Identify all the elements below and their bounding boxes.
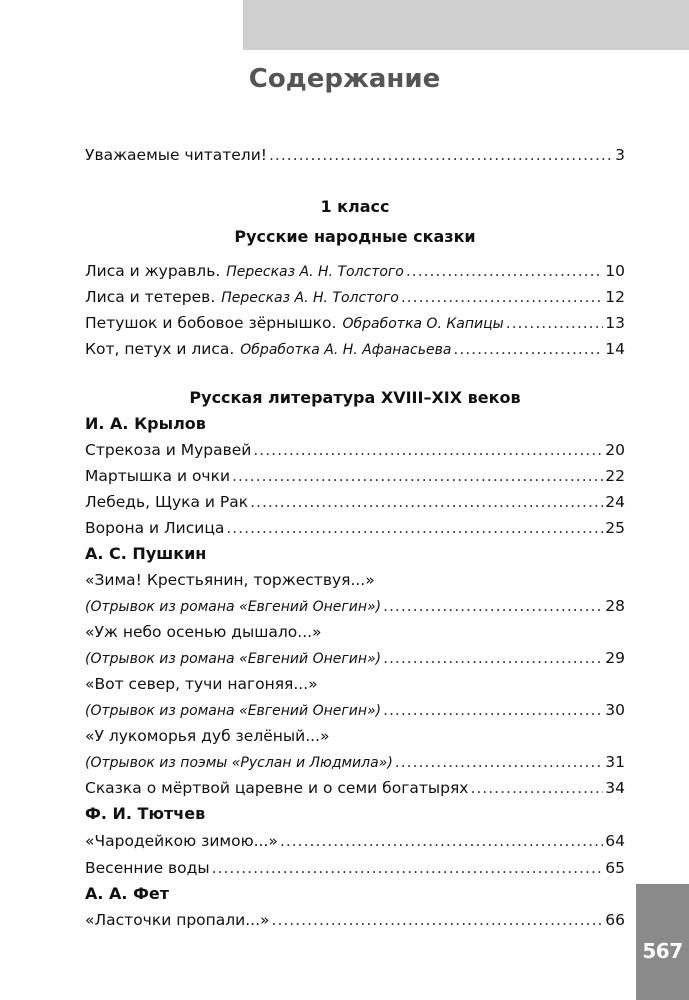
entry-page: 28 xyxy=(605,597,625,615)
leader-dots xyxy=(383,592,603,620)
toc-entry[interactable] xyxy=(85,335,625,363)
entry-subtitle: Пересказ А. Н. Толстого xyxy=(221,290,399,306)
author-krylov: И. А. Крылов xyxy=(85,414,206,433)
entry-page: 25 xyxy=(605,519,625,537)
entry-subtitle: Обработка А. Н. Афанасьева xyxy=(240,342,452,358)
toc-entry[interactable] xyxy=(85,774,625,802)
entry-subtitle: (Отрывок из поэмы «Руслан и Людмила») xyxy=(85,755,393,771)
leader-dots xyxy=(226,514,603,542)
toc-entry[interactable] xyxy=(85,283,625,311)
entry-page: 65 xyxy=(605,859,625,877)
entry-title: «Уж небо осенью дышало...» xyxy=(85,623,322,641)
leader-dots xyxy=(401,283,603,311)
entry-title: Лебедь, Щука и Рак xyxy=(85,493,249,511)
entry-title: Кот, петух и лиса. xyxy=(85,340,235,358)
entry-title: Мартышка и очки xyxy=(85,467,231,485)
toc-entry-intro[interactable] xyxy=(85,141,625,169)
page-title: Содержание xyxy=(248,64,441,94)
entry-title: Лиса и тетерев. xyxy=(85,288,216,306)
entry-title: Уважаемые читатели! xyxy=(85,146,267,164)
toc-entry[interactable] xyxy=(85,309,625,337)
toc-entry[interactable] xyxy=(85,592,625,620)
entry-title: Лиса и журавль. xyxy=(85,262,221,280)
entry-subtitle: (Отрывок из романа «Евгений Онегин») xyxy=(85,599,382,615)
entry-page: 13 xyxy=(605,314,625,332)
leader-dots xyxy=(383,696,603,724)
leader-dots xyxy=(395,748,603,776)
leader-dots xyxy=(470,774,603,802)
entry-subtitle: (Отрывок из романа «Евгений Онегин») xyxy=(85,651,382,667)
entry-page: 30 xyxy=(605,701,625,719)
leader-dots xyxy=(406,257,603,285)
leader-dots xyxy=(212,854,604,882)
toc-entry[interactable] xyxy=(85,644,625,672)
entry-title: Петушок и бобовое зёрнышко. xyxy=(85,314,337,332)
entry-page: 14 xyxy=(605,340,625,358)
toc-entry[interactable] xyxy=(85,514,625,542)
leader-dots xyxy=(453,335,603,363)
entry-page: 3 xyxy=(615,146,625,164)
entry-title: Ворона и Лисица xyxy=(85,519,225,537)
entry-title: Стрекоза и Муравей xyxy=(85,441,252,459)
leader-dots xyxy=(253,436,603,464)
leader-dots xyxy=(506,309,604,337)
toc-entry[interactable] xyxy=(85,696,625,724)
leader-dots xyxy=(383,644,603,672)
entry-subtitle: Пересказ А. Н. Толстого xyxy=(226,264,404,280)
author-tyutchev: Ф. И. Тютчев xyxy=(85,804,206,823)
leader-dots xyxy=(272,906,604,934)
entry-page: 31 xyxy=(605,753,625,771)
entry-page: 10 xyxy=(605,262,625,280)
leader-dots xyxy=(250,488,603,516)
toc-entry[interactable] xyxy=(85,827,625,855)
toc-entry[interactable] xyxy=(85,462,625,490)
author-fet: А. А. Фет xyxy=(85,884,170,903)
toc-entry[interactable] xyxy=(85,906,625,934)
entry-title: Весенние воды xyxy=(85,859,210,877)
toc-entry[interactable] xyxy=(85,436,625,464)
leader-dots xyxy=(269,141,613,169)
section-heading-folk: Русские народные сказки xyxy=(234,227,476,246)
toc-entry[interactable] xyxy=(85,257,625,285)
grade-heading: 1 класс xyxy=(320,197,390,216)
entry-page: 34 xyxy=(605,779,625,797)
toc-entry[interactable] xyxy=(85,488,625,516)
entry-title: Сказка о мёртвой царевне и о семи богатырях xyxy=(85,779,469,797)
entry-page: 20 xyxy=(605,441,625,459)
entry-title: «Зима! Крестьянин, торжествуя...» xyxy=(85,571,375,589)
toc-entry[interactable] xyxy=(85,748,625,776)
entry-page: 66 xyxy=(605,911,625,929)
entry-page: 24 xyxy=(605,493,625,511)
entry-page: 22 xyxy=(605,467,625,485)
entry-title: «Вот север, тучи нагоняя...» xyxy=(85,675,318,693)
entry-page: 29 xyxy=(605,649,625,667)
entry-title: «Чародейкою зимою...» xyxy=(85,832,278,850)
entry-title: «Ласточки пропали...» xyxy=(85,911,270,929)
page-number-tab xyxy=(636,884,689,1000)
author-pushkin: А. С. Пушкин xyxy=(85,544,207,563)
entry-page: 12 xyxy=(605,288,625,306)
leader-dots xyxy=(280,827,603,855)
toc-entry[interactable] xyxy=(85,854,625,882)
header-gray-bar xyxy=(243,0,689,50)
section-heading-literature: Русская литература XVIII–XIX веков xyxy=(189,388,521,407)
entry-subtitle: Обработка О. Капицы xyxy=(342,316,504,332)
entry-title: «У лукоморья дуб зелёный...» xyxy=(85,727,330,745)
page-number: 567 xyxy=(642,939,683,963)
entry-page: 64 xyxy=(605,832,625,850)
leader-dots xyxy=(232,462,603,490)
entry-subtitle: (Отрывок из романа «Евгений Онегин») xyxy=(85,703,382,719)
